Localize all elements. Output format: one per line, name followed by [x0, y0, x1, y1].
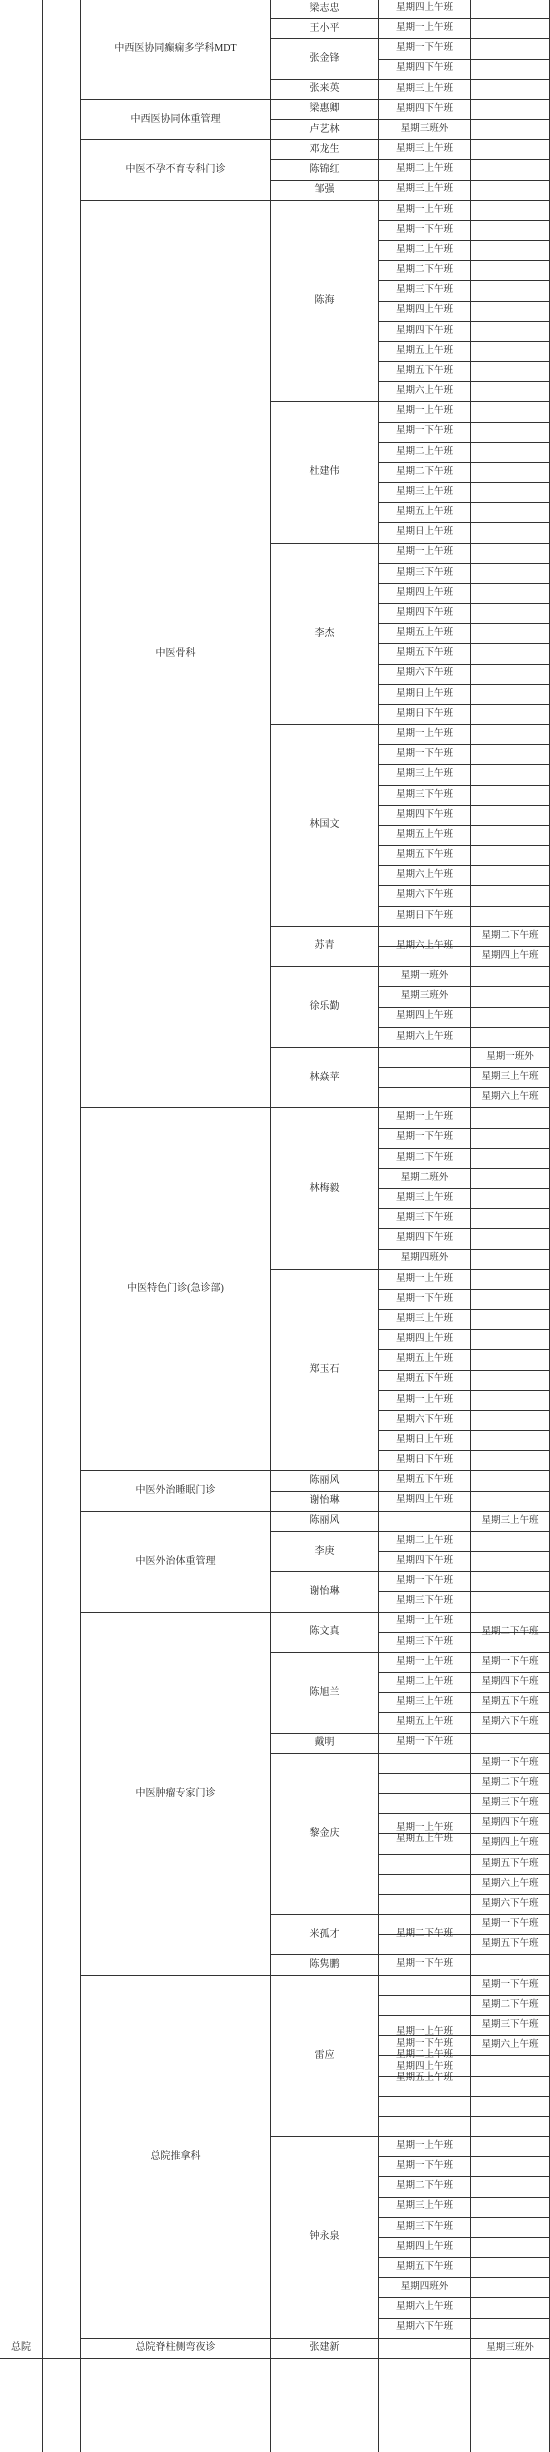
session-cell: 星期一上午班 [395, 1273, 453, 1284]
session-cell: 星期五下午班 [395, 1475, 453, 1486]
session-cell: 星期一上午班 [395, 728, 453, 739]
session-stack [379, 1976, 470, 2136]
extra-session-cell: 星期三上午班 [481, 1515, 539, 1526]
session-cell: 星期二下午班 [395, 466, 453, 477]
session-entry: 星期一下午班 [395, 2038, 453, 2049]
session-cell: 星期六下午班 [395, 2322, 453, 2333]
session-cell: 星期三上午班 [395, 2201, 453, 2212]
doctor-name: 邓龙生 [309, 143, 340, 155]
session-cell: 星期一上午班 [395, 2140, 453, 2151]
extra-session-cell: 星期二下午班 [481, 1999, 539, 2010]
extra-session-cell: 星期五下午班 [481, 1858, 539, 1869]
department-name: 总院推拿科 [150, 2150, 201, 2162]
session-cell: 星期日下午班 [395, 910, 453, 921]
session-cell: 星期三上午班 [395, 1313, 453, 1324]
session-cell: 星期一下午班 [395, 1132, 453, 1143]
extra-session-cell: 星期五下午班 [481, 1697, 539, 1708]
session-cell: 星期三上午班 [395, 184, 453, 195]
doctor-name: 谢怡琳 [309, 1585, 340, 1597]
session-cell: 星期二上午班 [395, 1535, 453, 1546]
session-cell: 星期日上午班 [395, 1434, 453, 1445]
session-cell: 星期三上午班 [395, 1697, 453, 1708]
doctor-name: 梁惠卿 [309, 103, 340, 115]
grid-line [42, 0, 43, 2452]
session-cell: 星期四下午班 [395, 607, 453, 618]
doctor-name: 林焱苹 [309, 1071, 340, 1083]
doctor-name: 杜建伟 [309, 466, 340, 478]
extra-session-stack [471, 1613, 549, 1652]
extra-session-cell: 星期三下午班 [481, 1798, 539, 1808]
session-cell: 星期四上午班 [395, 2241, 453, 2252]
extra-session-cell: 星期二下午班 [481, 930, 539, 941]
session-cell: 星期五下午班 [395, 365, 453, 376]
extra-session-cell: 星期六上午班 [481, 2040, 539, 2051]
session-cell: 星期二上午班 [395, 446, 453, 457]
session-cell: 星期日上午班 [395, 527, 453, 538]
session-cell: 星期四下午班 [395, 63, 453, 74]
session-cell: 星期四下午班 [395, 1555, 453, 1566]
session-cell: 星期一上午班 [395, 1112, 453, 1123]
doctor-name: 郑玉石 [309, 1364, 340, 1376]
session-cell: 星期三班外 [400, 123, 449, 134]
session-cell: 星期六上午班 [395, 1031, 453, 1042]
doctor-name: 梁志忠 [309, 2, 340, 14]
session-cell: 星期三下午班 [395, 285, 453, 296]
session-cell: 星期五上午班 [395, 345, 453, 356]
extra-session-cell: 星期一班外 [486, 1051, 534, 1062]
session-entry: 星期一上午班 [395, 2027, 453, 2038]
extra-session-cell [471, 2097, 549, 2116]
session-entry: 星期四上午班 [395, 2061, 453, 2072]
doctor-name: 张金锋 [309, 52, 340, 64]
doctor-name: 雷应 [314, 2049, 335, 2061]
session-cell: 星期二上午班 [395, 164, 453, 175]
extra-session-cell: 星期一下午班 [481, 1919, 539, 1930]
session-cell: 星期二上午班 [395, 1676, 453, 1687]
session-cell: 星期一下午班 [395, 2161, 453, 2172]
session-cell: 星期三下午班 [395, 1596, 453, 1607]
department-name: 中医外治体重管理 [135, 1555, 216, 1567]
session-cell: 星期六上午班 [395, 2302, 453, 2313]
extra-session-cell: 星期一下午班 [481, 1656, 539, 1667]
session-cell: 星期二上午班 [395, 244, 453, 255]
session-cell: 星期四上午班 [395, 587, 453, 598]
department-name: 总院脊柱侧弯夜诊 [135, 2342, 216, 2354]
session-entry: 星期二上午班 [395, 2050, 453, 2061]
session-cell: 星期三上午班 [395, 486, 453, 497]
doctor-name: 陈锦红 [309, 163, 340, 175]
session-cell: 星期五上午班 [395, 1354, 453, 1365]
session-cell: 星期四下午班 [395, 1233, 453, 1244]
doctor-name: 陈旭兰 [309, 1686, 340, 1698]
doctor-name: 黎金庆 [309, 1827, 340, 1839]
session-cell: 星期五上午班 [395, 1717, 453, 1728]
doctor-name: 陈海 [314, 295, 335, 307]
department-name: 中医特色门诊(急诊部) [127, 1283, 224, 1295]
session-cell: 星期四上午班 [395, 1334, 453, 1345]
extra-session-cell: 星期四下午班 [481, 1818, 539, 1829]
extra-session-cell [471, 2077, 549, 2096]
session-entry: 星期五上午班 [395, 2072, 453, 2083]
session-cell: 星期一下午班 [395, 426, 453, 437]
session-cell: 星期四上午班 [395, 2, 453, 13]
extra-session-cell: 星期六下午班 [481, 1898, 539, 1909]
extra-session-cell: 星期六下午班 [481, 1717, 539, 1728]
session-cell: 星期四班外 [400, 1253, 449, 1264]
session-cell: 星期四下午班 [395, 103, 453, 114]
extra-session-cell: 星期三下午班 [481, 2019, 539, 2030]
extra-session-cell: 星期三班外 [486, 2342, 534, 2353]
session-cell: 星期二下午班 [395, 1152, 453, 1163]
extra-session-cell: 星期四上午班 [481, 1838, 539, 1849]
extra-session-cell: 星期二下午班 [481, 1777, 539, 1788]
doctor-name: 卢艺林 [309, 123, 340, 135]
extra-session-cell: 星期四上午班 [481, 950, 539, 961]
session-cell: 星期一下午班 [395, 1737, 453, 1748]
doctor-name: 苏青 [314, 940, 335, 952]
session-cell: 星期四班外 [400, 2282, 449, 2293]
session-cell: 星期三下午班 [395, 1213, 453, 1224]
department-name: 中医肿瘤专家门诊 [135, 1787, 216, 1799]
doctor-name: 徐乐勤 [309, 1000, 340, 1012]
session-cell: 星期五下午班 [395, 648, 453, 659]
extra-session-cell: 星期五下午班 [481, 1939, 539, 1950]
doctor-name: 王小平 [309, 22, 340, 34]
session-cell: 星期三上午班 [395, 1192, 453, 1203]
extra-session-cell: 星期四下午班 [481, 1676, 539, 1687]
session-cell: 星期三下午班 [395, 1636, 453, 1647]
doctor-name: 张建新 [309, 2342, 340, 2354]
session-cell: 星期四上午班 [395, 1495, 453, 1506]
doctor-name: 张来英 [309, 83, 340, 95]
session-cell: 星期二班外 [400, 1172, 449, 1183]
session-cell: 星期六下午班 [395, 668, 453, 679]
session-cell: 星期四上午班 [395, 305, 453, 316]
grid-line [0, 2358, 550, 2359]
session-cell: 星期一下午班 [395, 1959, 453, 1970]
session-cell: 星期日下午班 [395, 1455, 453, 1466]
session-cell: 星期一上午班 [395, 406, 453, 417]
session-cell: 星期一上午班 [395, 23, 453, 34]
campus-label: 总院 [11, 2342, 31, 2354]
extra-session-cell: 星期一下午班 [481, 1757, 539, 1768]
doctor-name: 林国文 [309, 819, 340, 831]
doctor-name: 米孤才 [309, 1928, 340, 1940]
doctor-name: 林梅毅 [309, 1182, 340, 1194]
session-cell: 星期二下午班 [395, 265, 453, 276]
extra-session-cell: 星期一下午班 [481, 1979, 539, 1990]
session-cell: 星期五下午班 [395, 2261, 453, 2272]
session-entry: 星期五上午班 [395, 1833, 453, 1844]
session-stack [379, 1754, 470, 1914]
session-cell: 星期六上午班 [395, 386, 453, 397]
session-cell: 星期三班外 [400, 991, 449, 1002]
session-entry: 星期六上午班 [395, 940, 453, 951]
extra-session-cell: 星期三上午班 [481, 1071, 539, 1082]
session-cell: 星期一下午班 [395, 43, 453, 54]
doctor-name: 陈文真 [309, 1626, 340, 1638]
doctor-name: 李杰 [314, 627, 335, 639]
session-cell: 星期四下午班 [395, 809, 453, 820]
department-name: 中医骨科 [155, 648, 196, 659]
session-cell: 星期五下午班 [395, 850, 453, 860]
session-cell: 星期一下午班 [395, 749, 453, 760]
session-entry: 星期二下午班 [395, 1929, 453, 1940]
session-cell: 星期三上午班 [395, 83, 453, 94]
session-cell: 星期三上午班 [395, 144, 453, 155]
extra-session-cell [471, 2117, 549, 2136]
session-cell: 星期三上午班 [395, 769, 453, 780]
session-cell: 星期一上午班 [395, 1394, 453, 1405]
session-cell: 星期一班外 [400, 971, 449, 982]
session-cell: 星期日下午班 [395, 708, 453, 719]
session-cell: 星期三下午班 [395, 2221, 453, 2232]
session-cell: 星期一上午班 [395, 204, 453, 215]
department-name: 中医外治睡眠门诊 [135, 1485, 216, 1497]
doctor-name: 邹强 [314, 184, 335, 196]
session-cell: 星期六上午班 [395, 870, 453, 881]
doctor-name: 陈丽风 [309, 1474, 340, 1486]
doctor-name: 陈隽鹏 [309, 1959, 340, 1971]
extra-session-entry: 星期二下午班 [481, 1626, 539, 1637]
department-name: 中医不孕不育专科门诊 [125, 163, 226, 175]
session-cell: 星期四上午班 [395, 1011, 453, 1022]
department-name: 中西医协同癫痫多学科MDT [114, 42, 237, 54]
session-cell: 星期一下午班 [395, 1576, 453, 1587]
doctor-name: 陈丽风 [309, 1515, 340, 1527]
session-entry: 星期一上午班 [395, 1822, 453, 1833]
session-cell: 星期一下午班 [395, 224, 453, 235]
doctor-name: 谢怡琳 [309, 1495, 340, 1507]
session-cell: 星期六下午班 [395, 890, 453, 901]
session-cell: 星期五上午班 [395, 507, 453, 518]
session-cell: 星期四下午班 [395, 325, 453, 336]
session-cell: 星期一上午班 [395, 1616, 453, 1627]
session-cell: 星期五上午班 [395, 829, 453, 840]
extra-session-cell: 星期六上午班 [481, 1092, 539, 1103]
doctor-name: 李庚 [314, 1545, 335, 1557]
session-stack [379, 1915, 470, 1954]
session-cell: 星期日上午班 [395, 688, 453, 699]
department-name: 中西医协同体重管理 [130, 113, 221, 125]
extra-session-cell [471, 2056, 549, 2075]
session-stack [379, 927, 470, 966]
session-cell: 星期三下午班 [395, 789, 453, 800]
session-cell: 星期二下午班 [395, 2181, 453, 2192]
extra-session-cell: 星期六上午班 [481, 1878, 539, 1889]
doctor-name: 戴明 [314, 1737, 335, 1749]
session-cell: 星期三下午班 [395, 567, 453, 578]
session-cell: 星期六下午班 [395, 1414, 453, 1425]
session-cell: 星期一上午班 [395, 547, 453, 558]
session-cell: 星期五上午班 [395, 628, 453, 639]
session-cell: 星期五下午班 [395, 1374, 453, 1385]
doctor-name: 钟永泉 [309, 2231, 340, 2243]
session-cell: 星期一上午班 [395, 1656, 453, 1667]
session-cell: 星期一下午班 [395, 1293, 453, 1304]
